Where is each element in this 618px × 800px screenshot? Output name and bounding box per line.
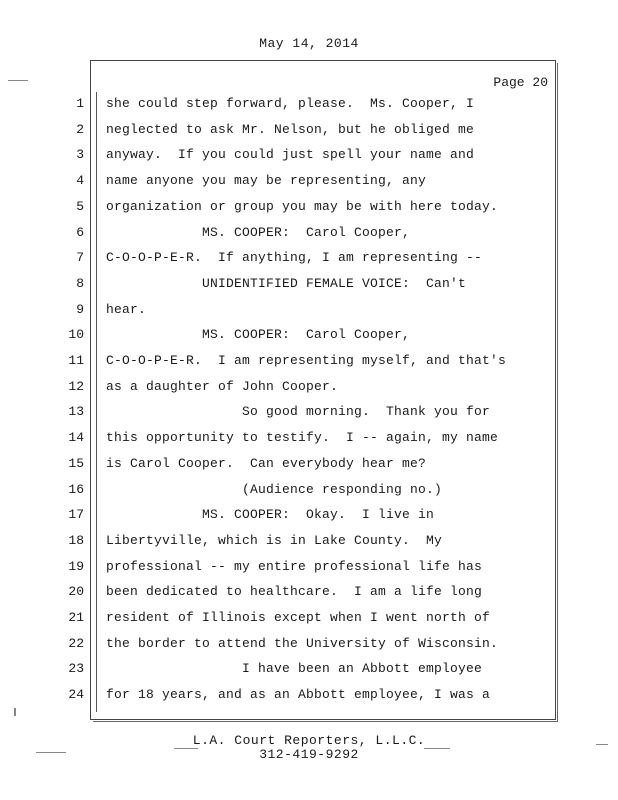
line-number: 16	[68, 481, 84, 497]
line-number: 21	[68, 610, 84, 625]
transcript-date: May 14, 2014	[259, 36, 359, 51]
scan-mark	[14, 708, 16, 716]
transcript-line: organization or group you may be with here today.	[106, 198, 499, 214]
line-number: 6	[76, 224, 84, 240]
scan-mark	[596, 744, 608, 745]
left-margin-rule	[96, 92, 97, 712]
line-number: 14	[68, 430, 84, 446]
line-number: 23	[68, 661, 84, 677]
transcript-line: (Audience responding no.)	[106, 481, 443, 497]
transcript-line: been dedicated to healthcare. I am a life long	[106, 584, 483, 600]
line-number: 2	[76, 121, 84, 137]
scan-mark	[8, 80, 28, 81]
transcript-line: professional -- my entire professional life has	[106, 558, 483, 574]
line-number: 7	[76, 250, 84, 266]
transcript-line: anyway. If you could just spell your name and	[106, 147, 475, 163]
transcript-line: C-O-O-P-E-R. If anything, I am representing --	[106, 250, 483, 266]
transcript-line: C-O-O-P-E-R. I am representing myself, and that's	[106, 353, 507, 368]
line-number: 22	[68, 635, 84, 651]
transcript-line: So good morning. Thank you for	[106, 404, 491, 420]
line-number: 24	[68, 687, 84, 703]
transcript-line: for 18 years, and as an Abbott employee, I was a	[106, 687, 491, 703]
line-number: 13	[68, 404, 84, 420]
page-number-label: Page 20	[493, 75, 548, 90]
transcript-line: resident of Illinois except when I went north of	[106, 610, 491, 625]
line-number: 3	[76, 147, 84, 163]
scan-mark	[36, 752, 66, 753]
transcript-line: name anyone you may be representing, any	[106, 173, 427, 189]
transcript-line: I have been an Abbott employee	[106, 661, 483, 677]
footer-phone: 312-419-9292	[259, 747, 359, 762]
line-number: 12	[68, 378, 84, 394]
transcript-line: MS. COOPER: Carol Cooper,	[106, 224, 411, 240]
transcript-line: is Carol Cooper. Can everybody hear me?	[106, 455, 427, 471]
transcript-line: as a daughter of John Cooper.	[106, 378, 339, 394]
line-number: 11	[68, 353, 84, 368]
line-number: 15	[68, 455, 84, 471]
transcript-line: hear.	[106, 301, 147, 317]
transcript-line: MS. COOPER: Okay. I live in	[106, 507, 435, 523]
scan-mark	[174, 748, 198, 749]
line-number: 9	[76, 301, 84, 317]
transcript-line: she could step forward, please. Ms. Cooper, I	[106, 96, 475, 111]
line-number: 5	[76, 198, 84, 214]
line-number: 8	[76, 275, 84, 291]
scan-mark	[424, 748, 450, 749]
footer-company: L.A. Court Reporters, L.L.C.	[192, 733, 426, 748]
line-number: 20	[68, 584, 84, 600]
transcript-line: MS. COOPER: Carol Cooper,	[106, 327, 411, 343]
transcript-line: neglected to ask Mr. Nelson, but he obliged me	[106, 121, 475, 137]
transcript-line: UNIDENTIFIED FEMALE VOICE: Can't	[106, 275, 467, 291]
transcript-line: this opportunity to testify. I -- again, my name	[106, 430, 499, 446]
line-number: 10	[68, 327, 84, 343]
transcript-line: the border to attend the University of Wisconsin.	[106, 635, 499, 651]
line-number: 17	[68, 507, 84, 523]
transcript-line: Libertyville, which is in Lake County. My	[106, 532, 443, 548]
line-number: 19	[68, 558, 84, 574]
line-number: 18	[68, 532, 84, 548]
line-number: 4	[76, 173, 84, 189]
line-number: 1	[76, 96, 84, 111]
